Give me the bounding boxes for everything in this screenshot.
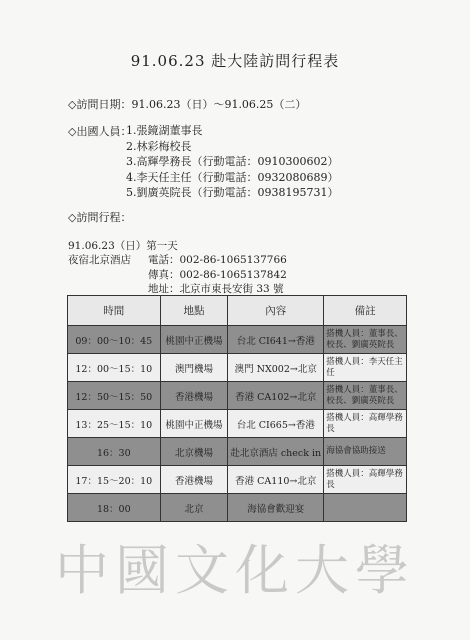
- cell-time: 12：50～15：50: [68, 382, 161, 410]
- schedule-table: [67, 295, 407, 522]
- header-time: 時間: [68, 296, 161, 326]
- table-row: [68, 326, 407, 354]
- day-label: 91.06.23（日）第一天: [68, 240, 178, 252]
- cell-place: 北京: [160, 494, 228, 522]
- header-content: 內容: [228, 296, 324, 326]
- table-row: [68, 466, 407, 494]
- table-header-row: [68, 296, 407, 326]
- cell-place: 香港機場: [160, 382, 228, 410]
- member-item: 1.張鏡湖董事長: [126, 124, 203, 137]
- cell-place: 桃園中正機場: [160, 410, 228, 438]
- hotel-address: 地址：北京市東長安街 33 號: [148, 283, 284, 295]
- member-item: 5.劉廣英院長（行動電話：0938195731）: [126, 186, 339, 199]
- members-heading: ◇出國人員：: [68, 125, 132, 138]
- table-row: [68, 438, 407, 466]
- watermark: 中國文化大學: [55, 539, 415, 602]
- cell-time: 09：00～10：45: [68, 326, 161, 354]
- hotel-phone: 電話：002-86-1065137766: [148, 254, 287, 266]
- cell-place: 香港機場: [160, 466, 228, 494]
- table-row: [68, 410, 407, 438]
- cell-note: 搭機人員：董事長、校長、劉廣英院長: [324, 382, 407, 410]
- table-row: [68, 382, 407, 410]
- cell-note: 海協會協助接送: [324, 438, 407, 466]
- page-title: 91.06.23 赴大陸訪問行程表: [130, 52, 340, 70]
- cell-content: 香港 CA110→北京: [228, 466, 324, 494]
- itinerary-heading: ◇訪問行程：: [68, 211, 132, 224]
- cell-content: 香港 CA102→北京: [228, 382, 324, 410]
- cell-place: 北京機場: [160, 438, 228, 466]
- member-item: 3.高輝學務長（行動電話：0910300602）: [126, 155, 339, 168]
- cell-time: 17：15～20：10: [68, 466, 161, 494]
- members-list: [126, 123, 338, 201]
- cell-place: 澳門機場: [160, 354, 228, 382]
- header-place: 地點: [160, 296, 228, 326]
- table-row: [68, 354, 407, 382]
- cell-time: 18：00: [68, 494, 161, 522]
- visit-date: ◇訪問日期：91.06.23（日）～91.06.25（二）: [68, 98, 307, 111]
- cell-note: 搭機人員：李天任主任: [324, 354, 407, 382]
- cell-note: 搭機人員：高輝學務長: [324, 410, 407, 438]
- member-item: 2.林彩梅校長: [126, 139, 192, 153]
- cell-time: 12：00～15：10: [68, 354, 161, 382]
- cell-note: 搭機人員：高輝學務長: [324, 466, 407, 494]
- cell-time: 16：30: [68, 438, 161, 466]
- cell-note: [324, 494, 407, 522]
- cell-content: 澳門 NX002→北京: [228, 354, 324, 382]
- cell-content: 海協會歡迎宴: [228, 494, 324, 522]
- cell-content: 台北 CI641→香港: [228, 326, 324, 354]
- hotel-fax: 傳真：002-86-1065137842: [148, 269, 287, 281]
- cell-content: 赴北京酒店 check in: [228, 438, 324, 466]
- cell-place: 桃園中正機場: [160, 326, 228, 354]
- cell-note: 搭機人員：董事長、校長、劉廣英院長: [324, 326, 407, 354]
- hotel-name: 夜宿北京酒店: [68, 254, 131, 266]
- table-row: [68, 494, 407, 522]
- cell-content: 台北 CI665→香港: [228, 410, 324, 438]
- header-note: 備註: [324, 296, 407, 326]
- member-item: 4.李天任主任（行動電話：0932080689）: [126, 170, 339, 184]
- cell-time: 13：25～15：10: [68, 410, 161, 438]
